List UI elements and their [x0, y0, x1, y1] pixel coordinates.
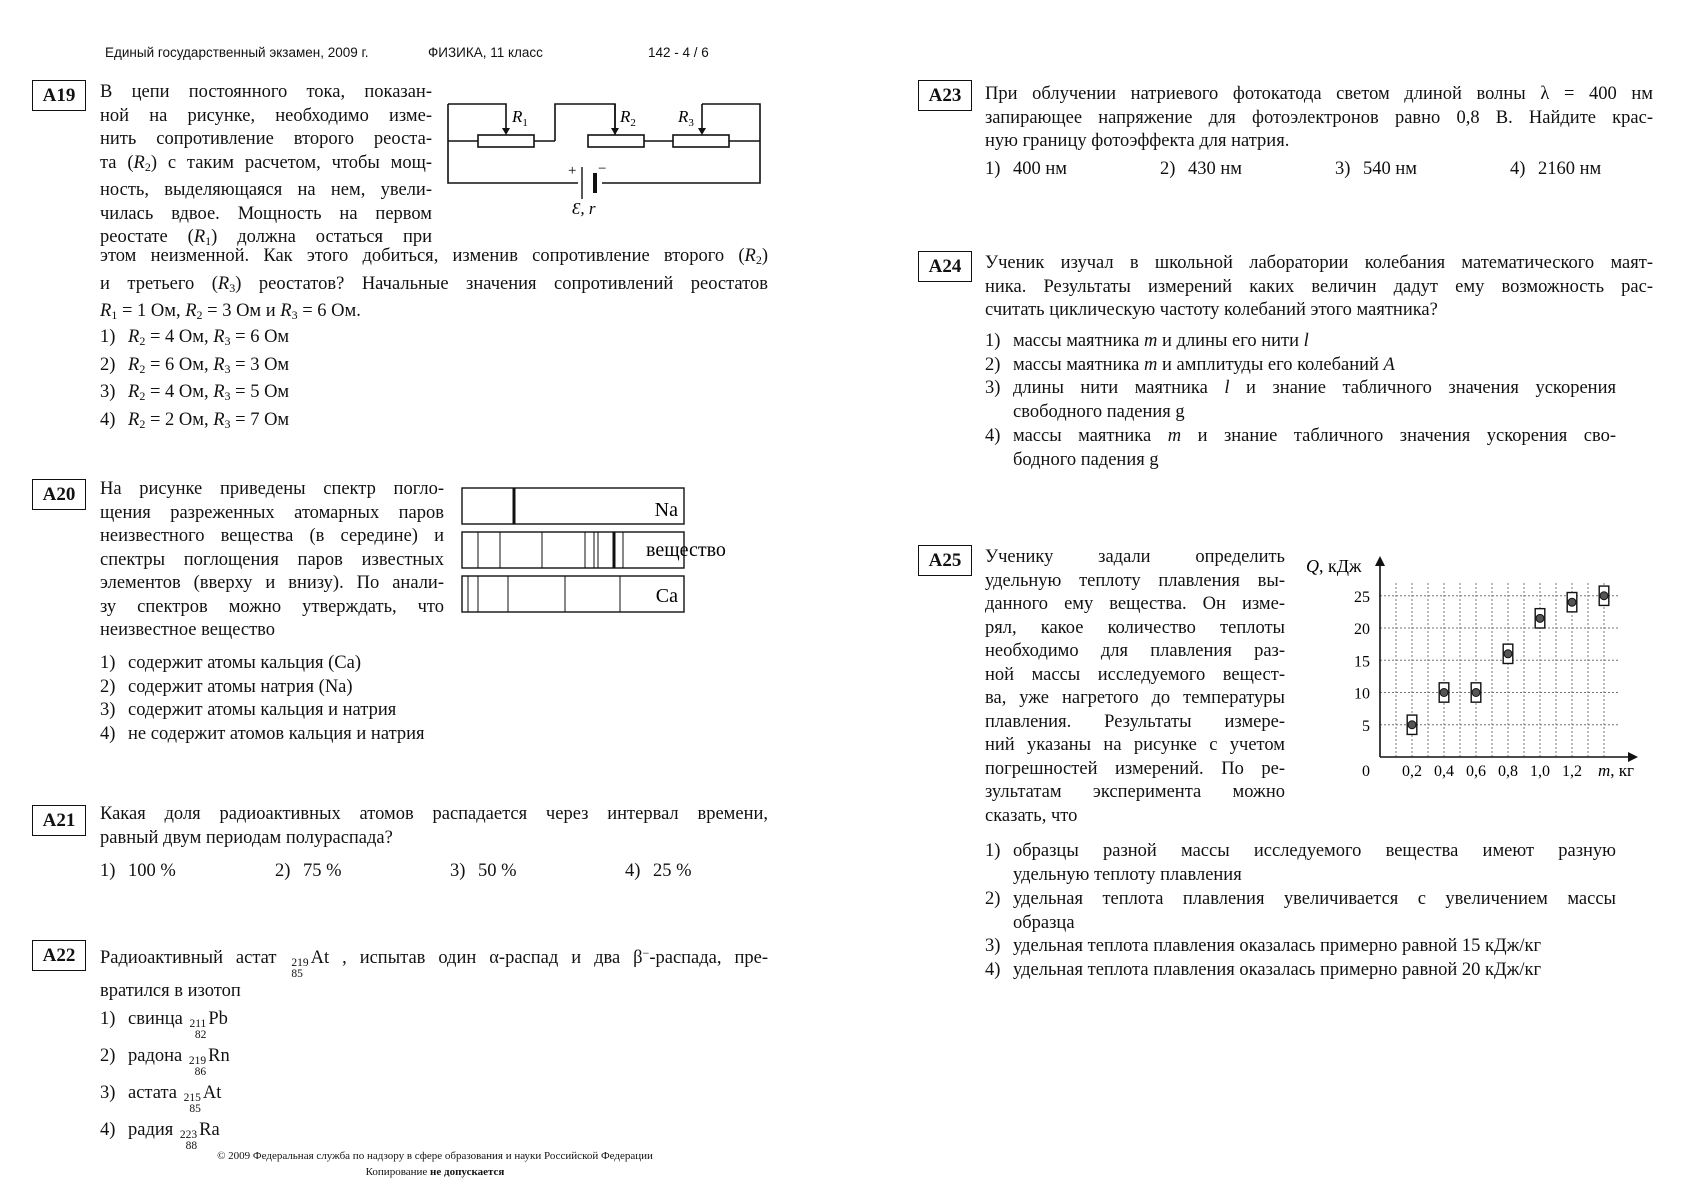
text-line: Какая доля радиоактивных атомов распадается через интервал времени, [100, 804, 768, 824]
rheostat-r2 [588, 135, 644, 147]
text-line: ность, выделяющаяся на нем, увели- [100, 180, 432, 200]
rheostat-r3 [673, 135, 729, 147]
text-line: неизвестного вещества (в середине) и [100, 526, 444, 546]
text-line: удельная теплота плавления увеличивается с увеличением массы [1013, 889, 1616, 909]
spectrum-na [462, 488, 684, 524]
data-point [1599, 586, 1609, 605]
slider-r1 [448, 104, 506, 133]
task-tag-a22: А22 [32, 940, 86, 971]
label-na: Na [654, 499, 678, 521]
x-tick-label: 0,4 [1434, 763, 1454, 780]
label-minus: − [598, 161, 607, 177]
text-line: и третьего $(R_3)$ реостатов? Начальные значения сопротивлений реостатов [100, 273, 768, 295]
a24-options [985, 330, 1395, 377]
text-line: чилась вдвое. Мощность на первом [100, 203, 432, 224]
answer-option: 1) содержит атомы кальция (Ca) [100, 653, 361, 673]
header-exam: Единый государственный экзамен, 2009 г. [105, 45, 369, 60]
text-line: та $(R_2)$ с таким расчетом, чтобы мощ- [100, 152, 433, 174]
point-marker [1536, 614, 1544, 622]
q-vs-m-chart [1290, 552, 1650, 787]
rheostat-r1 [478, 135, 534, 147]
task-tag-a25: А25 [918, 545, 972, 576]
answer-option: 1) свинца 211 82 Pb [100, 1009, 228, 1041]
answer-option: 3) астата 215 85 At [100, 1083, 222, 1115]
text-line: плавления. Результаты измере- [985, 711, 1285, 732]
x-tick-label: 0,6 [1466, 763, 1486, 780]
point-marker [1472, 689, 1480, 697]
data-point [1471, 683, 1481, 702]
spectra-diagram [460, 486, 760, 614]
spectrum-ca [462, 576, 684, 612]
text-line: равный двум периодам полураспада? [100, 827, 393, 848]
task-tag-a19: А19 [32, 80, 86, 111]
text-line: погрешностей измерений. По ре- [985, 758, 1285, 779]
task-tag-a24: А24 [918, 251, 972, 282]
data-point [1439, 683, 1449, 702]
text-line: ной на рисунке, необходимо изме- [100, 105, 432, 126]
x-tick-label: 0 [1362, 763, 1370, 780]
arrow-icon [611, 128, 619, 135]
a24-text [985, 252, 1653, 323]
answer-option: 2) содержит атомы натрия (Na) [100, 676, 353, 697]
header-subject: ФИЗИКА, 11 класс [428, 45, 543, 60]
text-line: бодного падения g [1013, 449, 1159, 470]
label-r2: $R_2$ [620, 107, 636, 129]
text-line: Ученик изучал в школьной лаборатории колебания математического маят- [985, 253, 1653, 273]
a23-option-4: 4) 2160 нм [1510, 159, 1602, 179]
text-line: удельную теплоту плавления [1013, 864, 1242, 885]
text-line: ной массы исследуемого вещест- [985, 664, 1285, 685]
text-line: Радиоактивный астат 219 85 At , испытав один α-распад и два β−-распада, пре- [100, 946, 768, 980]
text-line: ний указаны на рисунке с учетом [985, 735, 1285, 755]
y-axis-label: Q, кДж [1306, 556, 1362, 576]
x-tick-label: 1,2 [1562, 763, 1582, 780]
point-marker [1600, 592, 1608, 600]
a24-option-3 [1013, 377, 1616, 424]
text-line: свободного падения g [1013, 401, 1185, 422]
answer-option: 4) не содержит атомов кальция и натрия [100, 723, 425, 744]
a21-option-3: 3) 50 % [450, 861, 517, 881]
a21-text [100, 803, 768, 850]
text-line: этом неизменной. Как этого добиться, изменив сопротивление второго $(R_2)$ [100, 246, 768, 267]
text-line: реостате $(R_1)$ должна остаться при [100, 227, 432, 248]
text-line: Ученику задали определить [985, 547, 1285, 567]
text-line: считать циклическую частоту колебаний этого маятника? [985, 300, 1438, 320]
a25-option-4: 4) удельная теплота плавления оказалась примерно равной 20 кДж/кг [985, 960, 1542, 980]
y-tick-label: 25 [1354, 588, 1370, 606]
answer-option: 4) [985, 426, 1001, 446]
text-line: вратился в изотоп [100, 981, 241, 1001]
label-emf: Ɛ, r [572, 199, 596, 218]
a25-option-3: 3) удельная теплота плавления оказалась примерно равной 15 кДж/кг [985, 936, 1542, 956]
answer-option: 1) массы маятника m и длины его нити l [985, 331, 1309, 351]
text-line: необходимо для плавления раз- [985, 641, 1285, 661]
text-line: образцы разной массы исследуемого вещества имеют разную [1013, 841, 1616, 861]
text-line: ва, уже нагретого до температуры [985, 688, 1285, 708]
y-axis-arrow-icon [1375, 556, 1385, 566]
a24-option-4 [1013, 425, 1616, 472]
label-r1: $R_1$ [512, 107, 528, 129]
answer-option: 1) [985, 841, 1001, 861]
x-tick-label: 0,2 [1402, 763, 1422, 780]
answer-option: 2) [985, 889, 1001, 909]
label-r3: $R_3$ [678, 107, 694, 129]
text-line: сказать, что [985, 805, 1078, 826]
text-line: запирающее напряжение для фотоэлектронов равно 0,8 В. Найдите крас- [985, 107, 1653, 128]
a23-text [985, 83, 1653, 154]
a21-option-2: 2) 75 % [275, 861, 342, 881]
text-line: удельную теплоту плавления вы- [985, 570, 1285, 591]
answer-option: 4) радия 223 88 Ra [100, 1120, 220, 1152]
text-line: ную границу фотоэффекта для натрия. [985, 131, 1290, 151]
y-tick-label: 5 [1362, 717, 1370, 735]
answer-option: 3) $R_2 = 4$ Ом, $R_3 = 5$ Ом [100, 382, 290, 403]
point-marker [1408, 721, 1416, 729]
a19-text-bottom [100, 245, 768, 328]
y-tick-label: 20 [1354, 621, 1370, 638]
a25-option-2 [1013, 888, 1616, 935]
a23-option-1: 1) 400 нм [985, 159, 1067, 179]
label-substance: вещество [646, 539, 726, 561]
text-line: ника. Результаты измерений каких величин дадут ему возможность рас- [985, 276, 1653, 297]
y-tick-label: 15 [1354, 653, 1370, 671]
arrow-icon [502, 128, 510, 135]
text-line: массы маятника m и знание табличного значения ускорения сво- [1013, 426, 1616, 446]
footer-copy-notice: Копирование не допускается [365, 1166, 505, 1178]
text-line: зу спектров можно утверждать, что [100, 596, 444, 617]
a25-text [985, 546, 1285, 828]
text-line: зультатам эксперимента можно [985, 782, 1285, 802]
a25-option-1 [1013, 840, 1616, 887]
arrow-icon [698, 128, 706, 135]
x-axis-label: m, кг [1598, 761, 1635, 780]
text-line: щения разреженных атомарных паров [100, 502, 444, 523]
a19-text-top [100, 81, 432, 254]
a23-option-3: 3) 540 нм [1335, 159, 1417, 179]
point-marker [1440, 689, 1448, 697]
x-tick-label: 0,8 [1498, 763, 1518, 780]
text-line: элементов (вверху и внизу). По анали- [100, 573, 444, 593]
answer-option: 4) $R_2 = 2$ Ом, $R_3 = 7$ Ом [100, 409, 290, 431]
text-line: В цепи постоянного тока, показан- [100, 82, 432, 102]
text-line: спектры поглощения паров известных [100, 549, 444, 570]
task-tag-a20: А20 [32, 479, 86, 510]
answer-option: 3) [985, 378, 1001, 398]
a22-options [100, 1004, 230, 1152]
point-marker [1504, 650, 1512, 658]
text-line: неизвестное вещество [100, 620, 276, 640]
answer-option: 2) $R_2 = 6$ Ом, $R_3 = 3$ Ом [100, 354, 290, 376]
a20-text [100, 478, 444, 643]
data-point [1535, 609, 1545, 628]
circuit-diagram [440, 95, 770, 225]
data-point [1567, 593, 1577, 612]
label-plus: + [568, 163, 577, 179]
a19-options [100, 326, 289, 436]
point-marker [1568, 598, 1576, 606]
y-tick-label: 10 [1354, 685, 1370, 703]
answer-option: 2) массы маятника m и амплитуды его колебаний A [985, 354, 1395, 375]
text-line: нить сопротивление второго реоста- [100, 129, 432, 149]
header-page: 142 - 4 / 6 [648, 45, 709, 60]
a21-option-1: 1) 100 % [100, 861, 176, 881]
text-line: данного ему вещества. Он изме- [985, 594, 1285, 614]
a21-option-4: 4) 25 % [625, 861, 692, 881]
data-point [1407, 715, 1417, 734]
a23-option-2: 2) 430 нм [1160, 159, 1242, 179]
answer-option: 1) $R_2 = 4$ Ом, $R_3 = 6$ Ом [100, 327, 290, 348]
task-tag-a23: А23 [918, 80, 972, 111]
nuclide-at: 219 85 [291, 957, 309, 980]
text-line: На рисунке приведены спектр погло- [100, 479, 444, 499]
task-tag-a21: А21 [32, 805, 86, 836]
answer-option: 2) радона 219 86 Rn [100, 1046, 230, 1078]
text-line: При облучении натриевого фотокатода светом длиной волны λ = 400 нм [985, 84, 1653, 104]
footer-copyright: © 2009 Федеральная служба по надзору в сфере образования и науки Российской Федерации [217, 1150, 653, 1162]
a22-text [100, 942, 768, 1004]
a20-options [100, 652, 425, 746]
text-line: образца [1013, 912, 1075, 933]
answer-option: 3) содержит атомы кальция и натрия [100, 700, 397, 720]
x-tick-label: 1,0 [1530, 763, 1550, 780]
text-line: длины нити маятника l и знание табличного значения ускорения [1013, 378, 1616, 398]
data-point [1503, 644, 1513, 663]
text-line: рял, какое количество теплоты [985, 617, 1285, 638]
text-line: $R_1 = 1$ Ом, $R_2 = 3$ Ом и $R_3 = 6$ Ом. [100, 301, 361, 322]
label-ca: Ca [655, 585, 678, 607]
